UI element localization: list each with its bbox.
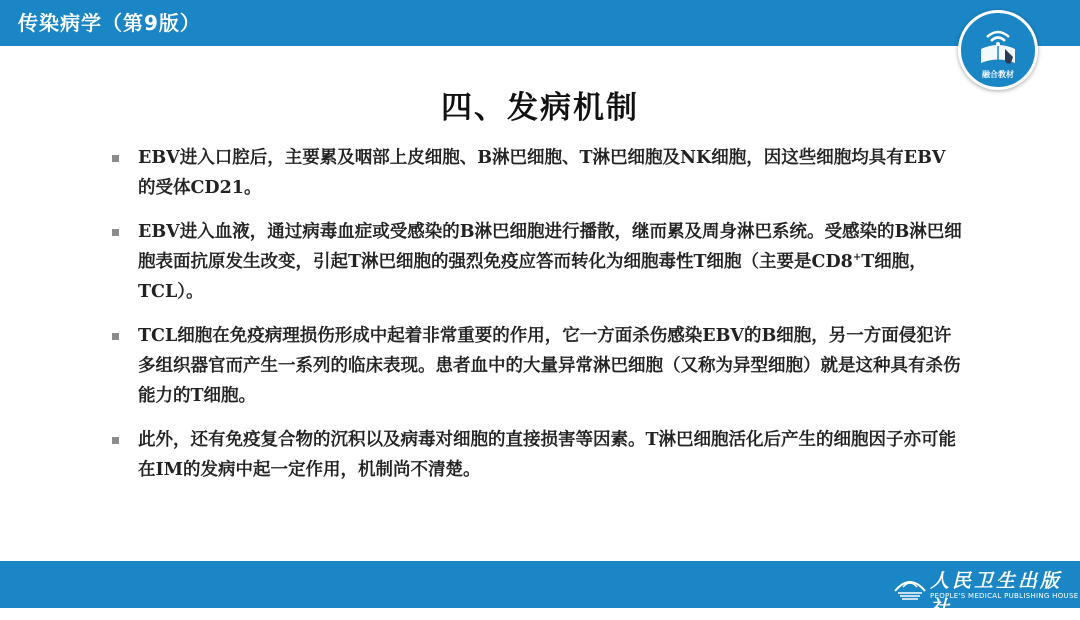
square-bullet-icon: [112, 437, 119, 444]
publisher-name-cn: 人民卫生出版社: [930, 570, 1063, 619]
square-bullet-icon: [112, 155, 119, 162]
publisher-logo-icon: [893, 567, 927, 601]
fusion-textbook-badge[interactable]: [958, 10, 1038, 90]
publisher-name-en: PEOPLE'S MEDICAL PUBLISHING HOUSE: [930, 592, 1079, 600]
list-item: [112, 425, 962, 485]
bullet-list: [112, 143, 962, 499]
square-bullet-icon: [112, 333, 119, 340]
badge-label: 融合教材: [982, 70, 1014, 79]
superscript-plus: +: [852, 252, 862, 264]
header-bar: [0, 0, 1080, 46]
bullet-text: EBV进入血液，通过病毒血症或受感染的B淋巴细胞进行播散，继而累及周身淋巴系统。受感染的B淋巴细胞表面抗原发生改变，引起T淋巴细胞的强烈免疫应答而转化为细胞毒性T细胞（主要是CD8: [138, 222, 962, 272]
list-item: [112, 321, 962, 411]
square-bullet-icon: [112, 229, 119, 236]
bullet-text: EBV进入口腔后，主要累及咽部上皮细胞、B淋巴细胞、T淋巴细胞及NK细胞，因这些细胞均具有EBV的受体CD21。: [138, 148, 946, 198]
slide-heading: 四、发病机制: [441, 90, 639, 126]
bullet-text-cont: T细胞，TCL）。: [138, 252, 927, 302]
list-item: [112, 143, 962, 203]
book-title: 传染病学（第9版）: [18, 11, 201, 35]
bullet-text: 此外，还有免疫复合物的沉积以及病毒对细胞的直接损害等因素。T淋巴细胞活化后产生的细胞因子亦可能在IM的发病中起一定作用，机制尚不清楚。: [138, 430, 957, 480]
bullet-text: TCL细胞在免疫病理损伤形成中起着非常重要的作用，它一方面杀伤感染EBV的B细胞，另一方面侵犯许多组织器官而产生一系列的临床表现。患者血中的大量异常淋巴细胞（又称为异型细胞）就是这种具有杀伤能力的T细胞。: [138, 326, 961, 406]
list-item: [112, 217, 962, 307]
